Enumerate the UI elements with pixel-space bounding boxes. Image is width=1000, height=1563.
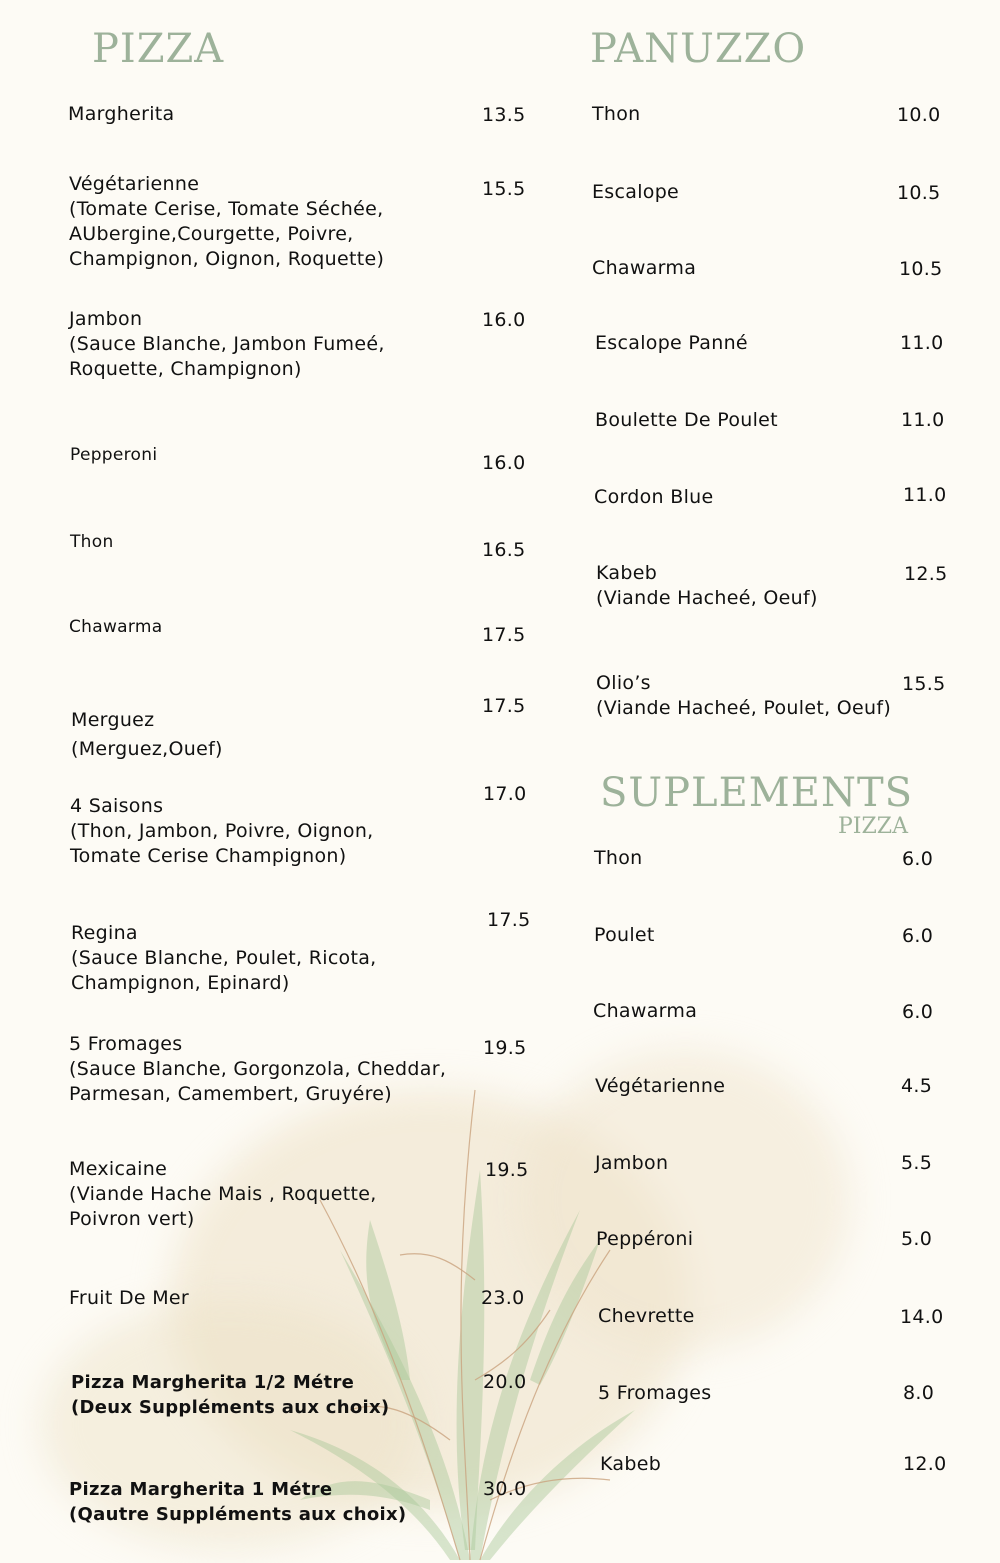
menu-item — [594, 923, 655, 948]
menu-item — [596, 561, 818, 611]
item-name: Olio’s — [596, 672, 651, 694]
item-name: Chawarma — [593, 1000, 698, 1022]
menu-item — [69, 172, 384, 272]
item-description: (Thon, Jambon, Poivre, Oignon, Tomate Cerise Champignon) — [70, 820, 374, 867]
item-price: 15.5 — [902, 673, 946, 695]
item-name: Thon — [70, 532, 114, 552]
menu-item — [596, 1227, 693, 1252]
menu-item — [69, 615, 162, 640]
item-name: Boulette De Poulet — [595, 409, 778, 431]
item-name: Poulet — [594, 924, 655, 946]
item-name: Chawarma — [69, 617, 163, 637]
item-price: 6.0 — [902, 1001, 934, 1023]
item-name: Margherita — [68, 103, 175, 125]
menu-item — [595, 1074, 725, 1099]
item-price: 16.0 — [482, 452, 526, 474]
item-description: (Sauce Blanche, Gorgonzola, Cheddar, Parmesan, Camembert, Gruyére) — [69, 1058, 447, 1105]
item-name: Thon — [594, 847, 643, 869]
item-name: Regina — [71, 922, 138, 944]
item-price: 23.0 — [481, 1287, 525, 1309]
menu-item — [593, 999, 697, 1024]
item-price: 10.5 — [899, 258, 943, 280]
menu-item — [69, 1286, 189, 1311]
item-price: 16.5 — [482, 539, 526, 561]
item-price: 6.0 — [902, 848, 934, 870]
menu-item — [594, 846, 643, 871]
item-price: 17.5 — [482, 695, 526, 717]
item-name: Chevrette — [598, 1305, 695, 1327]
item-price: 8.0 — [903, 1382, 935, 1404]
item-price: 17.5 — [482, 624, 526, 646]
menu-item — [598, 1381, 712, 1406]
item-name: Merguez — [71, 709, 155, 731]
menu-item — [595, 408, 778, 433]
panuzzo-section-title: PANUZZO — [590, 26, 807, 72]
item-description: (Tomate Cerise, Tomate Séchée, AUbergine,Courgette, Poivre, Champignon, Oignon, Roquette) — [69, 198, 385, 270]
suplements-section-title: SUPLEMENTS — [600, 770, 914, 816]
item-price: 13.5 — [482, 104, 526, 126]
item-name: 5 Fromages — [598, 1382, 712, 1404]
item-name: Kabeb — [600, 1453, 662, 1475]
item-name: Végétarienne — [69, 173, 200, 195]
item-price: 19.5 — [483, 1037, 527, 1059]
menu-item — [70, 443, 157, 468]
item-price: 15.5 — [482, 178, 526, 200]
item-name: Jambon — [595, 1152, 669, 1174]
item-description: (Viande Hacheé, Poulet, Oeuf) — [596, 697, 892, 719]
menu-item — [598, 1304, 695, 1329]
menu-item — [592, 256, 696, 281]
menu-item — [596, 671, 891, 721]
item-price: 6.0 — [902, 925, 934, 947]
item-name: Escalope Panné — [595, 332, 748, 354]
menu-item — [70, 530, 114, 555]
menu-item — [592, 102, 641, 127]
item-description: (Viande Hache Mais , Roquette, Poivron vert) — [69, 1183, 377, 1230]
item-name: Pepperoni — [70, 445, 158, 465]
item-price: 30.0 — [483, 1478, 527, 1500]
menu-item — [594, 485, 713, 510]
menu-item — [592, 180, 679, 205]
item-name: Escalope — [592, 181, 680, 203]
item-price: 17.0 — [483, 783, 527, 805]
item-price: 19.5 — [485, 1159, 529, 1181]
item-name: 5 Fromages — [69, 1033, 183, 1055]
item-name: Kabeb — [596, 562, 658, 584]
item-price: 11.0 — [900, 332, 944, 354]
item-description: (Merguez,Ouef) — [71, 738, 223, 760]
menu-item — [71, 706, 223, 764]
suplements-subtitle: PIZZA — [838, 814, 908, 839]
item-name: Pizza Margherita 1/2 Métre — [71, 1372, 355, 1393]
menu-item — [69, 1157, 377, 1232]
item-name: Jambon — [69, 308, 143, 330]
menu-item — [595, 331, 748, 356]
item-price: 5.5 — [901, 1152, 933, 1174]
item-price: 11.0 — [901, 409, 945, 431]
item-name: Chawarma — [592, 257, 697, 279]
menu-item — [71, 1370, 389, 1420]
item-name: Cordon Blue — [594, 486, 714, 508]
menu-item — [595, 1151, 668, 1176]
menu-item — [68, 102, 175, 127]
item-price: 4.5 — [901, 1075, 933, 1097]
item-price: 5.0 — [901, 1228, 933, 1250]
item-name: Pizza Margherita 1 Métre — [69, 1479, 333, 1500]
item-price: 20.0 — [483, 1371, 527, 1393]
menu-item — [600, 1452, 661, 1477]
item-price: 10.5 — [897, 182, 941, 204]
menu-item — [70, 794, 374, 869]
item-name: Peppéroni — [596, 1228, 694, 1250]
menu-item — [71, 921, 377, 996]
item-price: 11.0 — [903, 484, 947, 506]
item-price: 17.5 — [487, 909, 531, 931]
item-name: Mexicaine — [69, 1158, 168, 1180]
item-name: 4 Saisons — [70, 795, 164, 817]
item-price: 12.0 — [903, 1453, 947, 1475]
menu-item — [69, 307, 385, 382]
item-price: 14.0 — [900, 1306, 944, 1328]
item-price: 10.0 — [897, 104, 941, 126]
item-description: (Sauce Blanche, Jambon Fumeé, Roquette, Champignon) — [69, 333, 385, 380]
item-description: (Sauce Blanche, Poulet, Ricota, Champignon, Epinard) — [71, 947, 377, 994]
item-name: Fruit De Mer — [69, 1287, 190, 1309]
menu-item — [69, 1032, 446, 1107]
menu-item — [69, 1477, 406, 1527]
item-description: (Viande Hacheé, Oeuf) — [596, 587, 818, 609]
item-description: (Qautre Suppléments aux choix) — [69, 1504, 407, 1525]
item-name: Végétarienne — [595, 1075, 726, 1097]
item-name: Thon — [592, 103, 641, 125]
pizza-section-title: PIZZA — [92, 26, 225, 72]
item-price: 12.5 — [904, 563, 948, 585]
item-description: (Deux Suppléments aux choix) — [71, 1397, 390, 1418]
item-price: 16.0 — [482, 309, 526, 331]
